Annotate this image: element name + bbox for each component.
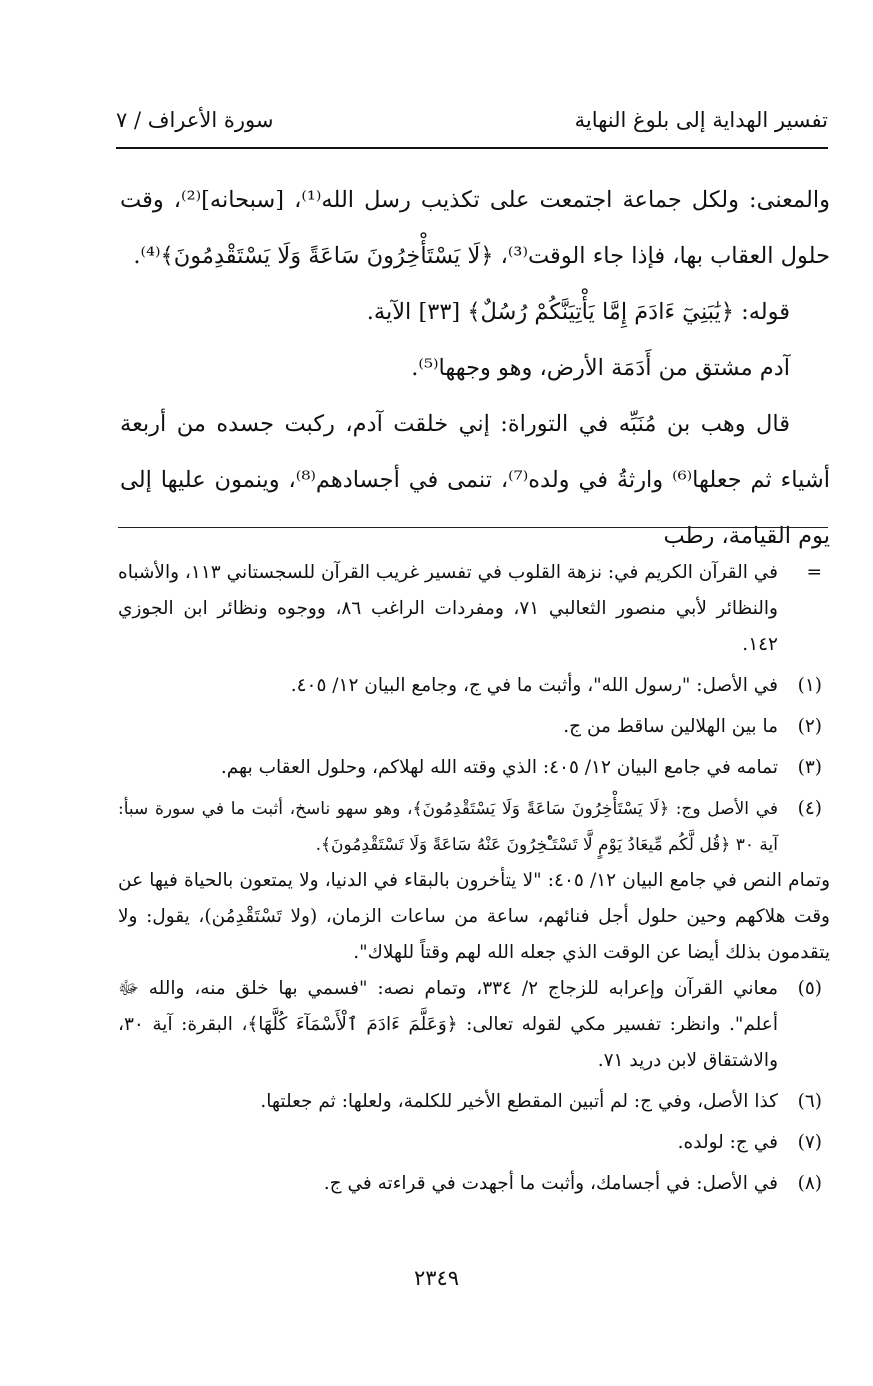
footnote-text: معاني القرآن وإعرابه للزجاج ٢/ ٣٣٤، وتمام نصه: "فسمي بها خلق منه، والله ﷻ أعلم". وانظر: تفسير مكي لقوله تعالى: ﴿وَعَلَّمَ ءَادَمَ ٱلْأَسْمَآءَ كُلَّهَا﴾، البقرة: آية ٣٠، والاشتقاق لابن دريد ٧١.: [118, 978, 778, 1071]
footnote-6: [118, 1084, 830, 1120]
footnote-4: [118, 791, 830, 863]
footnote-text: في ج: لولده.: [677, 1132, 778, 1153]
footnote-8: [118, 1166, 830, 1202]
body-paragraph-4: قال وهب بن مُنَبِّه في التوراة: إني خلقت آدم، ركبت جسده من أربعة أشياء ثم جعلها⁽⁶⁾ وارثةُ في ولده⁽⁷⁾، تنمى في أجسادهم⁽⁸⁾، وينمون عليها إلى يوم القيامة، رطب: [120, 411, 830, 549]
footnotes-rule: [118, 527, 828, 528]
footnote-continuation: [118, 555, 830, 663]
footnote-7: [118, 1125, 830, 1161]
footnote-1: [118, 668, 830, 704]
footnote-continuation-text: في القرآن الكريم في: نزهة القلوب في تفسير غريب القرآن للسجستاني ١١٣، والأشباه والنظائر لأبي منصور الثعالبي ٧١، ومفردات الراغب ٨٦، ووجوه ونظائر ابن الجوزي ١٤٢.: [118, 562, 778, 655]
footnote-5: [118, 971, 830, 1079]
footnote-number: (٧): [797, 1132, 822, 1153]
footnote-number: (٣): [797, 757, 822, 778]
footnotes: [118, 555, 830, 1202]
footnote-text: في الأصل: "رسول الله"، وأثبت ما في ج، وجامع البيان ١٢/ ٤٠٥.: [290, 675, 778, 696]
footnote-number: (٨): [797, 1173, 822, 1194]
page-number: ٢٣٤٩: [413, 1266, 460, 1290]
body-paragraph-1: والمعنى: ولكل جماعة اجتمعت على تكذيب رسل الله⁽¹⁾، [سبحانه]⁽²⁾، وقت حلول العقاب بها، فإذا جاء الوقت⁽³⁾، ﴿لَا يَسْتَأْخِرُونَ سَاعَةً وَلَا يَسْتَقْدِمُونَ﴾⁽⁴⁾.: [120, 187, 830, 269]
header-rule: [116, 147, 828, 149]
footnote-number: (٢): [797, 716, 822, 737]
continuation-marker: =: [806, 562, 822, 583]
footnote-number: (٤): [797, 798, 822, 819]
book-title: تفسير الهداية إلى بلوغ النهاية: [574, 108, 828, 132]
footnote-text: تمامه في جامع البيان ١٢/ ٤٠٥: الذي وقته الله لهلاكم، وحلول العقاب بهم.: [220, 757, 778, 778]
surah-label: سورة الأعراف / ٧: [116, 108, 274, 132]
footnote-2: [118, 709, 830, 745]
footnote-3: [118, 750, 830, 786]
footnote-text: ما بين الهلالين ساقط من ج.: [563, 716, 778, 737]
footnote-number: (١): [797, 675, 822, 696]
running-header: [116, 108, 828, 140]
footnote-4-continuation: وتمام النص في جامع البيان ١٢/ ٤٠٥: "لا يتأخرون بالبقاء في الدنيا، ولا يمتعون بالحياة فيها عن وقت هلاكهم وحين حلول أجل فنائهم، ساعة من ساعات الزمان، (ولا تَسْتَقْدِمُن)، يقول: ولا يتقدمون بذلك أيضا عن الوقت الذي جعله الله لهم وقتاً للهلاك".: [118, 870, 830, 963]
footnote-number: (٥): [797, 978, 822, 999]
body-paragraph-3: آدم مشتق من أَدَمَة الأرض، وهو وجهها⁽⁵⁾.: [411, 355, 790, 381]
footnote-text: كذا الأصل، وفي ج: لم أتبين المقطع الأخير للكلمة، ولعلها: ثم جعلتها.: [260, 1091, 778, 1112]
footnote-number: (٦): [797, 1091, 822, 1112]
footnote-text: في الأصل وج: ﴿لَا يَسْتَأْخِرُونَ سَاعَةً وَلَا يَسْتَقْدِمُونَ﴾، وهو سهو ناسخ، أثبت ما في سورة سبأ: آية ٣٠ ﴿قُل لَّكُم مِّيعَادُ يَوْمٍ لَّا تَسْتَـْٔخِرُونَ عَنْهُ سَاعَةً وَلَا تَسْتَقْدِمُونَ﴾.: [118, 799, 778, 855]
body-paragraph-2: قوله: ﴿يَٰبَنِيٓ ءَادَمَ إِمَّا يَأْتِيَنَّكُمْ رُسُلٌ﴾ [٣٣] الآية.: [366, 299, 790, 325]
footnote-text: في الأصل: في أجسامك، وأثبت ما أجهدت في قراءته في ج.: [323, 1173, 778, 1194]
